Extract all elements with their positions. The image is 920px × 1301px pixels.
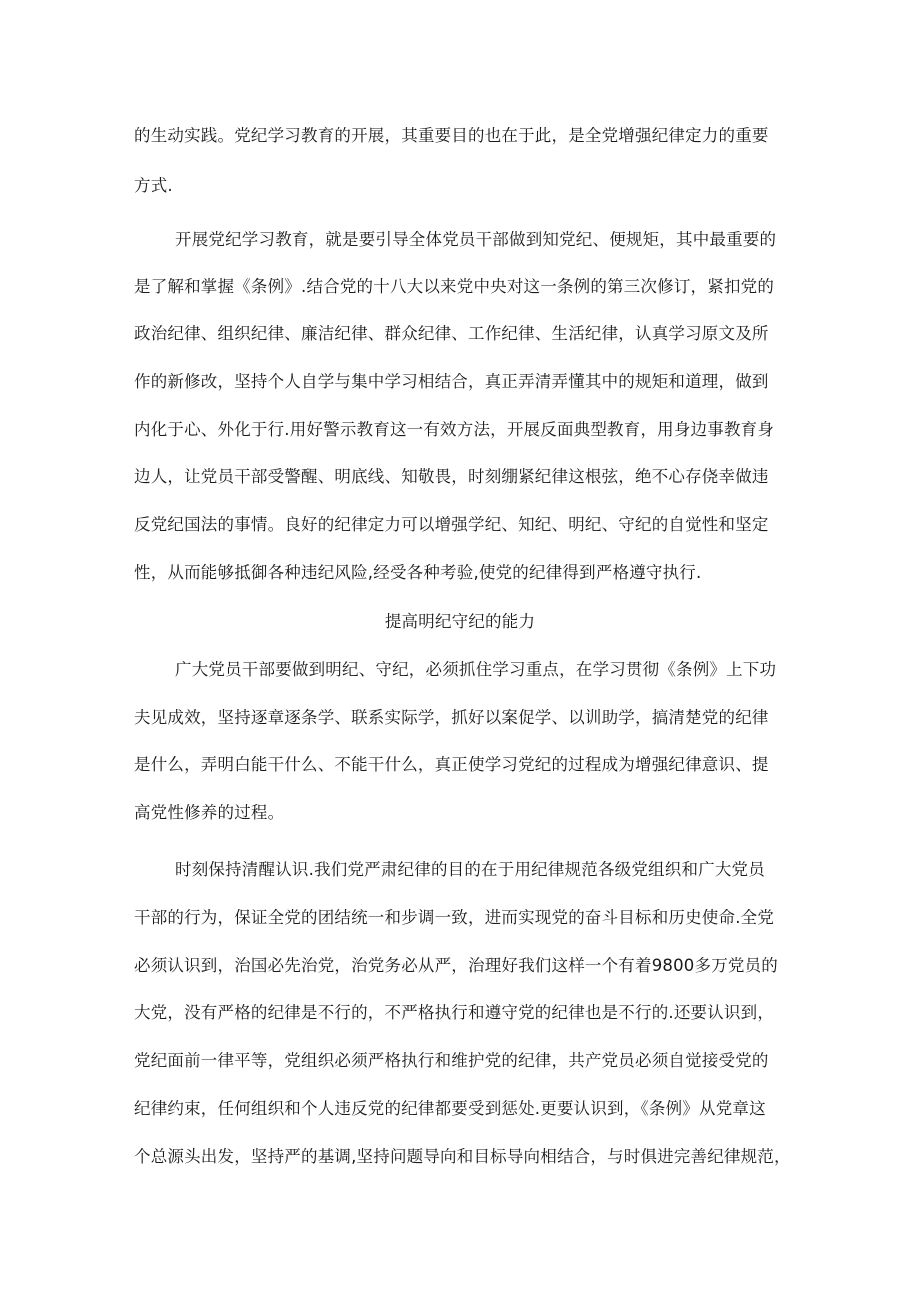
section-heading: 提高明纪守纪的能力 <box>384 612 536 631</box>
paragraph-line: 的生动实践。党纪学习教育的开展，其重要目的也在于此，是全党增强纪律定力的重要 <box>134 126 769 145</box>
paragraph-line: 政治纪律、组织纪律、廉洁纪律、群众纪律、工作纪律、生活纪律，认真学习原文及所 <box>134 324 769 343</box>
paragraph-line: 广大党员干部要做到明纪、守纪，必须抓住学习重点，在学习贯彻《条例》上下功 <box>175 660 777 679</box>
paragraph-line: 边人，让党员干部受警醒、明底线、知敬畏，时刻绷紧纪律这根弦，绝不心存侥幸做违 <box>134 467 769 486</box>
paragraph-line: 作的新修改，坚持个人自学与集中学习相结合，真正弄清弄懂其中的规矩和道理，做到 <box>134 372 769 391</box>
paragraph-line: 是了解和掌握《条例》.结合党的十八大以来党中央对这一条例的第三次修订，紧扣党的 <box>134 277 775 296</box>
paragraph-line: 党纪面前一律平等，党组织必须严格执行和维护党的纪律，共产党员必须自觉接受党的 <box>134 1051 769 1070</box>
paragraph-line: 干部的行为，保证全党的团结统一和步调一致，进而实现党的奋斗目标和历史使命.全党 <box>134 908 775 927</box>
paragraph-line: 纪律约束，任何组织和个人违反党的纪律都要受到惩处.更要认识到，《条例》从党章这 <box>134 1099 766 1118</box>
paragraph-line: 夫见成效，坚持逐章逐条学、联系实际学，抓好以案促学、以训助学，搞清楚党的纪律 <box>134 708 769 727</box>
paragraph-line: 是什么，弄明白能干什么、不能干什么，真正使学习党纪的过程成为增强纪律意识、提 <box>134 755 769 774</box>
paragraph-line: 反党纪国法的事情。良好的纪律定力可以增强学纪、知纪、明纪、守纪的自觉性和坚定 <box>134 515 769 534</box>
paragraph-line: 方式. <box>134 176 173 195</box>
paragraph-line: 性，从而能够抵御各种违纪风险,经受各种考验,使党的纪律得到严格遵守执行. <box>134 563 702 582</box>
paragraph-line: 内化于心、外化于行.用好警示教育这一有效方法，开展反面典型教育，用身边事教育身 <box>134 420 775 439</box>
paragraph-line: 时刻保持清醒认识.我们党严肃纪律的目的在于用纪律规范各级党组织和广大党员 <box>175 860 765 879</box>
paragraph-line: 开展党纪学习教育，就是要引导全体党员干部做到知党纪、便规矩，其中最重要的 <box>175 230 777 249</box>
paragraph-line: 必须认识到，治国必先治党，治党务必从严，治理好我们这样一个有着9800多万党员的 <box>134 956 778 975</box>
paragraph-line: 个总源头出发，坚持严的基调,坚持问题导向和目标导向相结合，与时俱进完善纪律规范， <box>134 1147 791 1166</box>
paragraph-line: 高党性修养的过程。 <box>134 803 285 822</box>
paragraph-line: 大党，没有严格的纪律是不行的，不严格执行和遵守党的纪律也是不行的.还要认识到， <box>134 1003 775 1022</box>
